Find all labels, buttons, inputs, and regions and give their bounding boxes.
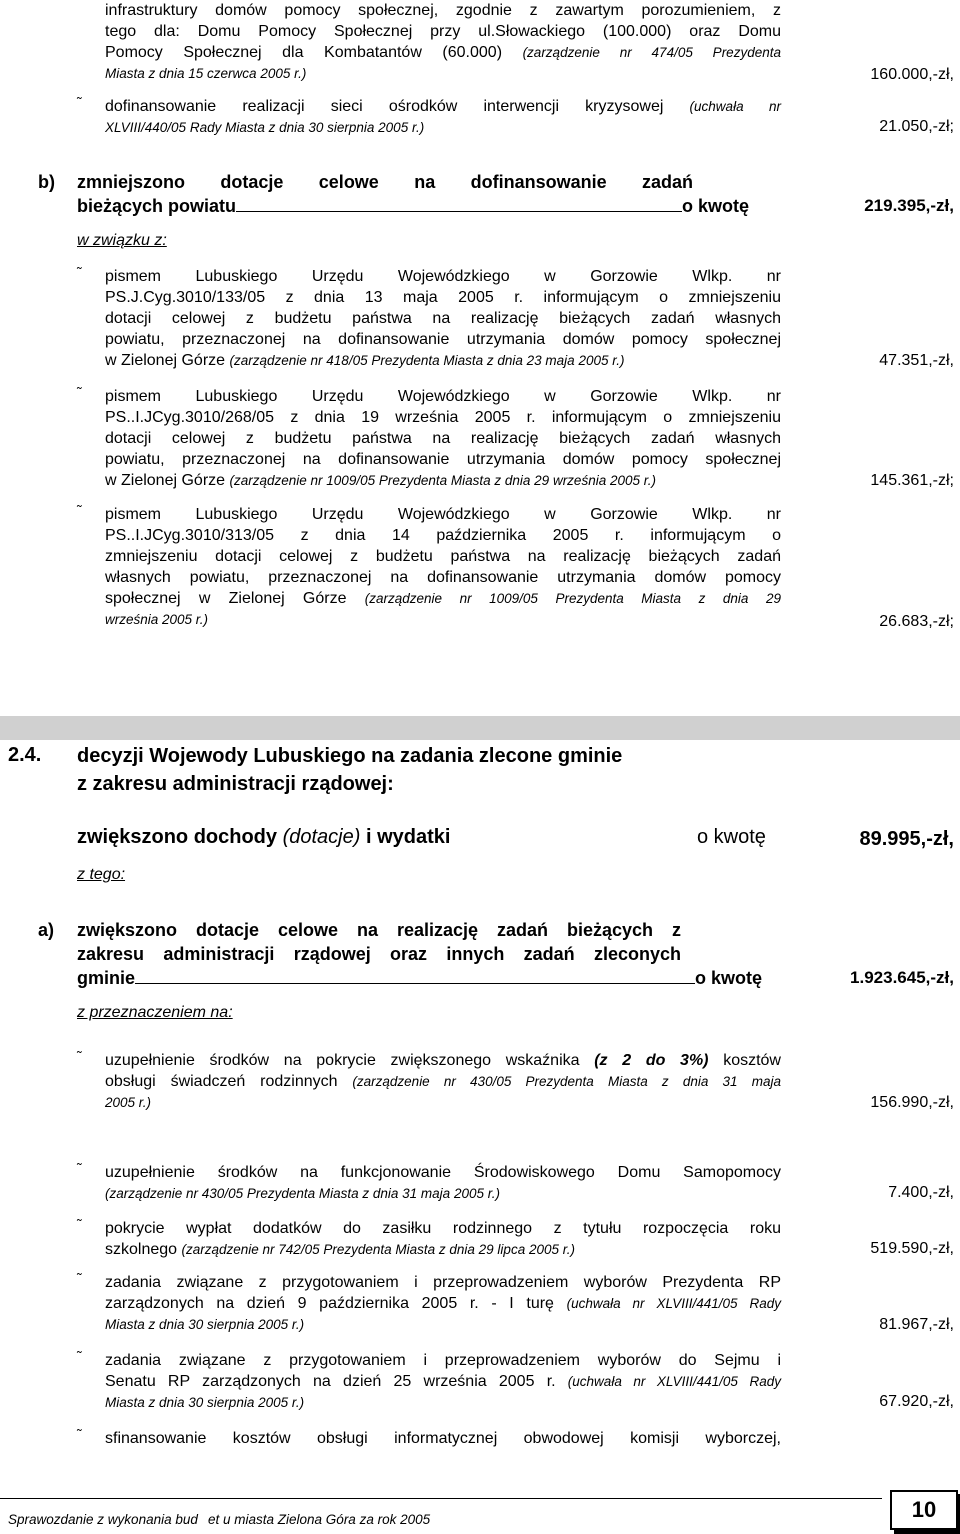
a5-amount: 67.920,-zł,: [879, 1393, 954, 1410]
section-a-okwote: o kwotę: [695, 968, 763, 988]
bullet-icon: ˜: [77, 1216, 82, 1232]
top-amount: 160.000,-zł,: [870, 66, 954, 83]
section-title-2: z zakresu administracji rządowej:: [77, 773, 394, 795]
list-item: [105, 1350, 781, 1413]
list-item: [105, 504, 781, 630]
a1-ref2: 2005 r.): [105, 1095, 152, 1110]
section-b-subhead: w związku z:: [77, 232, 167, 249]
section-a-label: a): [38, 920, 55, 940]
section-b-okwote: o kwotę: [682, 196, 750, 216]
b3-ref2: września 2005 r.): [105, 612, 209, 627]
bullet-icon: ˜: [77, 1426, 82, 1442]
a3-amount: 519.590,-zł,: [870, 1240, 954, 1257]
section-title-1: decyzji Wojewody Lubuskiego na zadania zlecone gminie: [77, 745, 623, 767]
section-a-subhead: z przeznaczeniem na:: [77, 1004, 233, 1021]
top-item: [105, 0, 781, 84]
b2-line3: dotacji celowej z budżetu państwa na realizację bieżących zadań własnych: [105, 430, 781, 447]
a3-ref: (zarządzenie nr 742/05 Prezydenta Miasta z dnia 29 lipca 2005 r.): [181, 1242, 575, 1257]
b1-line1: pismem Lubuskiego Urzędu Wojewódzkiego w Gorzowie Wlkp. nr: [105, 268, 781, 285]
bullet-icon: ˜: [77, 384, 82, 400]
section-a-line3: gminie: [77, 968, 136, 988]
item2-ref-b: XLVIII/440/05 Rady Miasta z dnia 30 sierpnia 2005 r.): [105, 120, 425, 135]
section-title: [77, 742, 622, 798]
b3-line2: PS..I.JCyg.3010/313/05 z dnia 14 października 2005 r. informującym o: [105, 527, 781, 544]
b2-line1: pismem Lubuskiego Urzędu Wojewódzkiego w Gorzowie Wlkp. nr: [105, 388, 781, 405]
footer-text: Sprawozdanie z wykonania bud et u miasta Zielona Góra za rok 2005: [8, 1512, 431, 1527]
list-item: [105, 386, 781, 491]
a5-ref: (uchwała nr XLVIII/441/05 Rady: [567, 1374, 781, 1389]
a2-line1: uzupełnienie środków na funkcjonowanie Środowiskowego Domu Samopomocy: [105, 1164, 781, 1181]
section-b-line2-row: [77, 194, 783, 218]
section-a-line3-row: [77, 966, 783, 990]
a4-line2: zarządzonych na dzień 9 października 2005 r. - I turę: [105, 1295, 554, 1312]
item-2: [105, 96, 781, 138]
b1-line3: dotacji celowej z budżetu państwa na realizację bieżących zadań własnych: [105, 310, 781, 327]
a3-line2: szkolnego: [105, 1241, 178, 1258]
b3-line1: pismem Lubuskiego Urzędu Wojewódzkiego w Gorzowie Wlkp. nr: [105, 506, 781, 523]
a5-line2: Senatu RP zarządzonych na dzień 25 września 2005 r.: [105, 1373, 556, 1390]
a1-line1: uzupełnienie środków na pokrycie zwiększonego wskaźnika: [105, 1052, 580, 1069]
a1-line1b: (z 2 do 3%): [594, 1052, 709, 1069]
list-item: [105, 266, 781, 371]
bullet-icon: ˜: [77, 264, 82, 280]
bullet-icon: ˜: [77, 502, 82, 518]
fill-line: [236, 197, 682, 212]
b1-line5: w Zielonej Górze: [105, 352, 226, 369]
section-b-line2: bieżących powiatu: [77, 196, 237, 216]
a4-line1: zadania związane z przygotowaniem i przeprowadzeniem wyborów Prezydenta RP: [105, 1274, 781, 1291]
b1-ref: (zarządzenie nr 418/05 Prezydenta Miasta z dnia 23 maja 2005 r.): [229, 353, 625, 368]
list-item: [105, 1162, 781, 1204]
fill-line: [135, 969, 695, 984]
increase-okwote: o kwotę: [697, 826, 766, 848]
b1-line4: powiatu, przeznaczonej na dofinansowanie utrzymania domów pomocy społecznej: [105, 331, 781, 348]
increase-c: i wydatki: [365, 826, 451, 848]
increase-a: zwiększono dochody: [77, 826, 278, 848]
a3-line1: pokrycie wypłat dodatków do zasiłku rodzinnego z tytułu rozpoczęcia roku: [105, 1220, 781, 1237]
bullet-icon: ˜: [77, 1048, 82, 1064]
item2-ref-a: (uchwała nr: [689, 99, 782, 114]
ztego-label: z tego:: [77, 866, 126, 883]
bullet-icon: ˜: [77, 1160, 82, 1176]
b2-line2: PS..I.JCyg.3010/268/05 z dnia 19 września 2005 r. informującym o zmniejszeniu: [105, 409, 781, 426]
a1-amount: 156.990,-zł,: [870, 1094, 954, 1111]
a1-line1c: kosztów: [723, 1052, 781, 1069]
bullet-icon: ˜: [77, 1348, 82, 1364]
page-number: 10: [890, 1490, 958, 1530]
b3-amount: 26.683,-zł;: [879, 613, 954, 630]
section-b-label: b): [38, 172, 55, 192]
b2-line5: w Zielonej Górze: [105, 472, 226, 489]
a4-amount: 81.967,-zł,: [879, 1316, 954, 1333]
a5-line1: zadania związane z przygotowaniem i przeprowadzeniem wyborów do Sejmu i: [105, 1352, 781, 1369]
a4-ref2: Miasta z dnia 30 sierpnia 2005 r.): [105, 1317, 305, 1332]
a5-ref2: Miasta z dnia 30 sierpnia 2005 r.): [105, 1395, 305, 1410]
top-ref-a: (zarządzenie nr 474/05 Prezydenta: [522, 45, 781, 60]
bullet-icon: ˜: [77, 1270, 82, 1286]
top-line-1: infrastruktury domów pomocy społecznej, zgodnie z zawartym porozumieniem, z: [105, 2, 781, 19]
list-item: [105, 1218, 781, 1260]
section-a-amount: 1.923.645,-zł,: [850, 968, 954, 987]
b2-line4: powiatu, przeznaczonej na dofinansowanie utrzymania domów pomocy społecznej: [105, 451, 781, 468]
list-item: [105, 1272, 781, 1335]
b1-line2: PS.J.Cyg.3010/133/05 z dnia 13 maja 2005 r. informującym o zmniejszeniu: [105, 289, 781, 306]
b3-line3: zmniejszeniu dotacji celowej z budżetu państwa na realizację bieżących zadań: [105, 548, 781, 565]
a2-ref: (zarządzenie nr 430/05 Prezydenta Miasta z dnia 31 maja 2005 r.): [105, 1186, 500, 1201]
section-number: 2.4.: [8, 744, 42, 766]
increase-b: (dotacje): [282, 826, 361, 848]
section-divider: [0, 716, 960, 740]
bullet-icon: ˜: [77, 94, 82, 110]
a1-ref: (zarządzenie nr 430/05 Prezydenta Miasta z dnia 31 maja: [352, 1074, 781, 1089]
item2-amount: 21.050,-zł;: [879, 118, 954, 135]
a2-amount: 7.400,-zł,: [888, 1184, 954, 1201]
b3-line4: własnych powiatu, przeznaczonej na dofinansowanie utrzymania domów pomocy: [105, 569, 781, 586]
increase-amount: 89.995,-zł,: [859, 828, 954, 850]
b2-ref: (zarządzenie nr 1009/05 Prezydenta Miasta z dnia 29 września 2005 r.): [229, 473, 656, 488]
top-line-2: tego dla: Domu Pomocy Społecznej przy ul.Słowackiego (100.000) oraz Domu: [105, 23, 781, 40]
b1-amount: 47.351,-zł,: [879, 352, 954, 369]
top-line-3: Pomocy Społecznej dla Kombatantów (60.000): [105, 44, 503, 61]
footer-rule: [0, 1498, 882, 1499]
section-b-line1: zmniejszono dotacje celowe na dofinansowanie zadań: [77, 172, 693, 192]
increase-line: [77, 826, 450, 849]
a4-ref: (uchwała nr XLVIII/441/05 Rady: [566, 1296, 781, 1311]
list-item: [105, 1428, 781, 1449]
section-a-line1: zwiększono dotacje celowe na realizację zadań bieżących z: [77, 920, 681, 940]
b2-amount: 145.361,-zł;: [870, 472, 954, 489]
list-item: [105, 1050, 781, 1113]
a1-line2: obsługi świadczeń rodzinnych: [105, 1073, 338, 1090]
item2-line1: dofinansowanie realizacji sieci ośrodków interwencji kryzysowej: [105, 98, 664, 115]
top-ref-b: Miasta z dnia 15 czerwca 2005 r.): [105, 66, 307, 81]
b3-line5: społecznej w Zielonej Górze: [105, 590, 347, 607]
a6-line1: sfinansowanie kosztów obsługi informatycznej obwodowej komisji wyborczej,: [105, 1430, 781, 1447]
section-a-line2: zakresu administracji rządowej oraz innych zadań zleconych: [77, 944, 681, 964]
section-b-amount: 219.395,-zł,: [864, 196, 954, 215]
b3-ref: (zarządzenie nr 1009/05 Prezydenta Miasta z dnia 29: [364, 591, 781, 606]
